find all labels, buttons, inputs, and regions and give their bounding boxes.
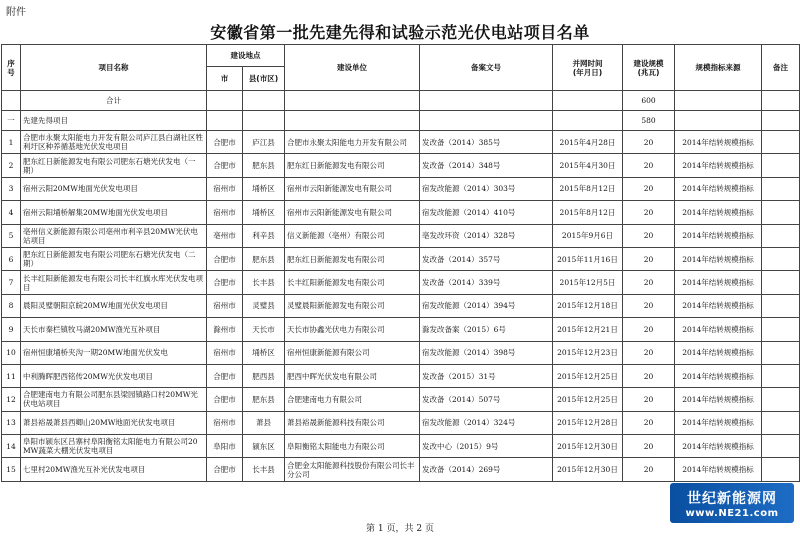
row-quota-source: 2014年结转规模指标 <box>675 435 762 458</box>
table-row <box>2 247 800 270</box>
row-city: 宿州市 <box>207 411 243 434</box>
row-city: 合肥市 <box>207 247 243 270</box>
row-filing: 宿发改能源（2014）410号 <box>420 201 553 224</box>
row-scale: 20 <box>623 131 675 154</box>
row-quota-source: 2014年结转规模指标 <box>675 247 762 270</box>
row-county: 利辛县 <box>243 224 285 247</box>
row-remark <box>762 271 800 294</box>
row-remark <box>762 458 800 481</box>
table-row <box>2 318 800 341</box>
row-scale: 20 <box>623 388 675 411</box>
header-city: 市 <box>207 67 243 91</box>
row-city: 宿州市 <box>207 294 243 317</box>
row-seq: 1 <box>2 131 21 154</box>
row-quota-source: 2014年结转规模指标 <box>675 294 762 317</box>
row-scale: 20 <box>623 271 675 294</box>
header-location: 建设地点 <box>207 45 285 67</box>
header-remarks: 备注 <box>762 45 800 91</box>
row-seq: 11 <box>2 364 21 387</box>
row-remark <box>762 411 800 434</box>
row-grid-time: 2015年8月12日 <box>553 177 623 200</box>
row-quota-source: 2014年结转规模指标 <box>675 318 762 341</box>
row-unit: 信义新能源（亳州）有限公司 <box>285 224 420 247</box>
watermark-logo <box>670 483 794 523</box>
row-remark <box>762 201 800 224</box>
table-row <box>2 458 800 481</box>
row-county: 埇桥区 <box>243 341 285 364</box>
row-seq: 3 <box>2 177 21 200</box>
row-city: 合肥市 <box>207 131 243 154</box>
row-filing: 宿发改能源（2014）398号 <box>420 341 553 364</box>
row-remark <box>762 131 800 154</box>
total-scale: 600 <box>623 91 675 111</box>
table-row <box>2 294 800 317</box>
row-county: 长丰县 <box>243 271 285 294</box>
row-unit: 合肥金太阳能源科技股份有限公司长丰分公司 <box>285 458 420 481</box>
row-project-name: 阜阳市颍东区吕寨村阜阳衡铭太阳能电力有限公司20MW蔬菜大棚光伏发电项目 <box>21 435 207 458</box>
row-city: 宿州市 <box>207 341 243 364</box>
row-city: 合肥市 <box>207 364 243 387</box>
row-county: 肥西县 <box>243 364 285 387</box>
row-unit: 肥东红日新能源发电有限公司 <box>285 154 420 177</box>
row-filing: 宿发改能源（2014）324号 <box>420 411 553 434</box>
row-filing: 发改备（2014）269号 <box>420 458 553 481</box>
row-quota-source: 2014年结转规模指标 <box>675 131 762 154</box>
row-county: 肥东县 <box>243 247 285 270</box>
row-filing: 发改备（2014）507号 <box>420 388 553 411</box>
row-grid-time: 2015年12月18日 <box>553 294 623 317</box>
header-quota-source: 规模指标来源 <box>675 45 762 91</box>
row-unit: 肥东红日新能源发电有限公司 <box>285 247 420 270</box>
row-city: 阜阳市 <box>207 435 243 458</box>
row-quota-source: 2014年结转规模指标 <box>675 458 762 481</box>
row-county: 颍东区 <box>243 435 285 458</box>
annex-label: 附件 <box>6 7 26 18</box>
row-scale: 20 <box>623 247 675 270</box>
row-remark <box>762 154 800 177</box>
row-scale: 20 <box>623 177 675 200</box>
row-filing: 滁发改备案（2015）6号 <box>420 318 553 341</box>
document-title: 安徽省第一批先建先得和试验示范光伏电站项目名单 <box>210 23 590 42</box>
row-project-name: 宿州恒康埇桥夹沟一期20MW地面光伏发电 <box>21 341 207 364</box>
row-filing: 亳发改环资（2014）328号 <box>420 224 553 247</box>
row-scale: 20 <box>623 201 675 224</box>
section-scale: 580 <box>623 111 675 131</box>
row-project-name: 宿州云阳20MW地面光伏发电项目 <box>21 177 207 200</box>
row-scale: 20 <box>623 294 675 317</box>
row-grid-time: 2015年12月28日 <box>553 411 623 434</box>
table-row <box>2 154 800 177</box>
row-seq: 7 <box>2 271 21 294</box>
row-project-name: 亳州信义新能源有限公司亳州市利辛县20MW光伏电站项目 <box>21 224 207 247</box>
row-seq: 13 <box>2 411 21 434</box>
row-filing: 发改备（2015）31号 <box>420 364 553 387</box>
row-city: 亳州市 <box>207 224 243 247</box>
section-number: 一 <box>2 111 21 131</box>
row-seq: 9 <box>2 318 21 341</box>
header-county: 县(市区) <box>243 67 285 91</box>
row-county: 肥东县 <box>243 154 285 177</box>
row-county: 天长市 <box>243 318 285 341</box>
row-quota-source: 2014年结转规模指标 <box>675 201 762 224</box>
row-quota-source: 2014年结转规模指标 <box>675 341 762 364</box>
table-row <box>2 177 800 200</box>
row-remark <box>762 435 800 458</box>
row-project-name: 萧县裕晟萧县西卿山20MW地面光伏发电项目 <box>21 411 207 434</box>
row-grid-time: 2015年12月23日 <box>553 341 623 364</box>
row-city: 合肥市 <box>207 388 243 411</box>
header-grid-time: 并网时间 (年月日) <box>553 45 623 91</box>
row-quota-source: 2014年结转规模指标 <box>675 224 762 247</box>
table-row <box>2 364 800 387</box>
watermark-cn: 世纪新能源网 <box>687 490 777 507</box>
row-filing: 发改中心（2015）9号 <box>420 435 553 458</box>
row-seq: 10 <box>2 341 21 364</box>
section-label: 先建先得项目 <box>21 111 207 131</box>
row-project-name: 合肥市永聚太阳能电力开发有限公司庐江县白湖社区牲利圩区种养循基地光伏发电项目 <box>21 131 207 154</box>
header-unit: 建设单位 <box>285 45 420 91</box>
row-grid-time: 2015年8月12日 <box>553 201 623 224</box>
total-row <box>2 91 800 111</box>
row-county: 萧县 <box>243 411 285 434</box>
table-row <box>2 411 800 434</box>
row-scale: 20 <box>623 411 675 434</box>
row-scale: 20 <box>623 154 675 177</box>
row-quota-source: 2014年结转规模指标 <box>675 364 762 387</box>
row-filing: 发改备（2014）348号 <box>420 154 553 177</box>
row-seq: 4 <box>2 201 21 224</box>
row-project-name: 天长市秦栏镇牧马湖20MW渔光互补项目 <box>21 318 207 341</box>
row-remark <box>762 294 800 317</box>
row-grid-time: 2015年9月6日 <box>553 224 623 247</box>
page-footer: 第 1 页，共 2 页 <box>366 524 434 534</box>
row-city: 合肥市 <box>207 271 243 294</box>
row-remark <box>762 177 800 200</box>
row-city: 合肥市 <box>207 458 243 481</box>
row-filing: 发改备（2014）357号 <box>420 247 553 270</box>
row-unit: 长丰红阳新能源发电有限公司 <box>285 271 420 294</box>
row-grid-time: 2015年4月30日 <box>553 154 623 177</box>
row-filing: 发改备（2014）385号 <box>420 131 553 154</box>
row-city: 滁州市 <box>207 318 243 341</box>
table-row <box>2 341 800 364</box>
header-scale: 建设规模 (兆瓦) <box>623 45 675 91</box>
row-county: 长丰县 <box>243 458 285 481</box>
header-seq: 序号 <box>2 45 21 91</box>
row-seq: 6 <box>2 247 21 270</box>
row-remark <box>762 341 800 364</box>
row-filing: 宿发改能源（2014）303号 <box>420 177 553 200</box>
row-seq: 8 <box>2 294 21 317</box>
table-row <box>2 388 800 411</box>
table-row <box>2 224 800 247</box>
row-unit: 宿州恒康新能源有限公司 <box>285 341 420 364</box>
row-city: 合肥市 <box>207 154 243 177</box>
row-county: 灵璧县 <box>243 294 285 317</box>
table-row <box>2 131 800 154</box>
row-quota-source: 2014年结转规模指标 <box>675 388 762 411</box>
row-project-name: 长丰红阳新能源发电有限公司长丰红旗水库光伏发电项目 <box>21 271 207 294</box>
row-quota-source: 2014年结转规模指标 <box>675 271 762 294</box>
row-remark <box>762 364 800 387</box>
row-grid-time: 2015年4月28日 <box>553 131 623 154</box>
row-seq: 2 <box>2 154 21 177</box>
row-grid-time: 2015年12月30日 <box>553 435 623 458</box>
row-unit: 合肥市永聚太阳能电力开发有限公司 <box>285 131 420 154</box>
row-project-name: 宿州云阳埇桥解集20MW地面光伏发电项目 <box>21 201 207 224</box>
row-city: 宿州市 <box>207 177 243 200</box>
row-unit: 阜阳衡铭太阳能电力有限公司 <box>285 435 420 458</box>
row-project-name: 肥东红日新能源发电有限公司肥东石塘光伏发电（二期） <box>21 247 207 270</box>
row-quota-source: 2014年结转规模指标 <box>675 411 762 434</box>
row-seq: 14 <box>2 435 21 458</box>
row-scale: 20 <box>623 224 675 247</box>
row-county: 肥东县 <box>243 388 285 411</box>
row-unit: 肥西中晖光伏发电有限公司 <box>285 364 420 387</box>
row-project-name: 合肥建南电力有限公司肥东县梁园镇路口村20MW光伏电站项目 <box>21 388 207 411</box>
row-project-name: 肥东红日新能源发电有限公司肥东石塘光伏发电（一期） <box>21 154 207 177</box>
row-scale: 20 <box>623 341 675 364</box>
row-remark <box>762 318 800 341</box>
row-project-name: 晨阳灵璧朝阳京皖20MW地面光伏发电项目 <box>21 294 207 317</box>
row-unit: 宿州市云阳新能源发电有限公司 <box>285 177 420 200</box>
row-city: 宿州市 <box>207 201 243 224</box>
row-remark <box>762 224 800 247</box>
row-grid-time: 2015年12月30日 <box>553 458 623 481</box>
table-row <box>2 201 800 224</box>
header-filing: 备案文号 <box>420 45 553 91</box>
table-row <box>2 435 800 458</box>
row-quota-source: 2014年结转规模指标 <box>675 154 762 177</box>
row-unit: 宿州市云阳新能源发电有限公司 <box>285 201 420 224</box>
row-seq: 15 <box>2 458 21 481</box>
row-scale: 20 <box>623 435 675 458</box>
row-remark <box>762 388 800 411</box>
row-filing: 发改备（2014）339号 <box>420 271 553 294</box>
watermark-url: www.NE21.com <box>685 507 779 519</box>
row-project-name: 七里村20MW渔光互补光伏发电项目 <box>21 458 207 481</box>
row-county: 庐江县 <box>243 131 285 154</box>
row-scale: 20 <box>623 458 675 481</box>
row-grid-time: 2015年12月25日 <box>553 388 623 411</box>
row-project-name: 中利腾晖肥西铭传20MW光伏发电项目 <box>21 364 207 387</box>
row-county: 埇桥区 <box>243 201 285 224</box>
row-unit: 萧县裕晟新能源科技有限公司 <box>285 411 420 434</box>
total-label: 合计 <box>21 91 207 111</box>
row-grid-time: 2015年12月21日 <box>553 318 623 341</box>
table-row <box>2 271 800 294</box>
project-table <box>1 44 800 482</box>
row-county: 埇桥区 <box>243 177 285 200</box>
row-unit: 天长市协鑫光伏电力有限公司 <box>285 318 420 341</box>
row-scale: 20 <box>623 364 675 387</box>
section-row <box>2 111 800 131</box>
row-scale: 20 <box>623 318 675 341</box>
header-project-name: 项目名称 <box>21 45 207 91</box>
row-grid-time: 2015年11月16日 <box>553 247 623 270</box>
row-quota-source: 2014年结转规模指标 <box>675 177 762 200</box>
row-seq: 12 <box>2 388 21 411</box>
row-seq: 5 <box>2 224 21 247</box>
row-remark <box>762 247 800 270</box>
row-grid-time: 2015年12月5日 <box>553 271 623 294</box>
row-grid-time: 2015年12月25日 <box>553 364 623 387</box>
row-filing: 宿发改能源（2014）394号 <box>420 294 553 317</box>
row-unit: 灵璧晨阳新能源发电有限公司 <box>285 294 420 317</box>
row-unit: 合肥建南电力有限公司 <box>285 388 420 411</box>
